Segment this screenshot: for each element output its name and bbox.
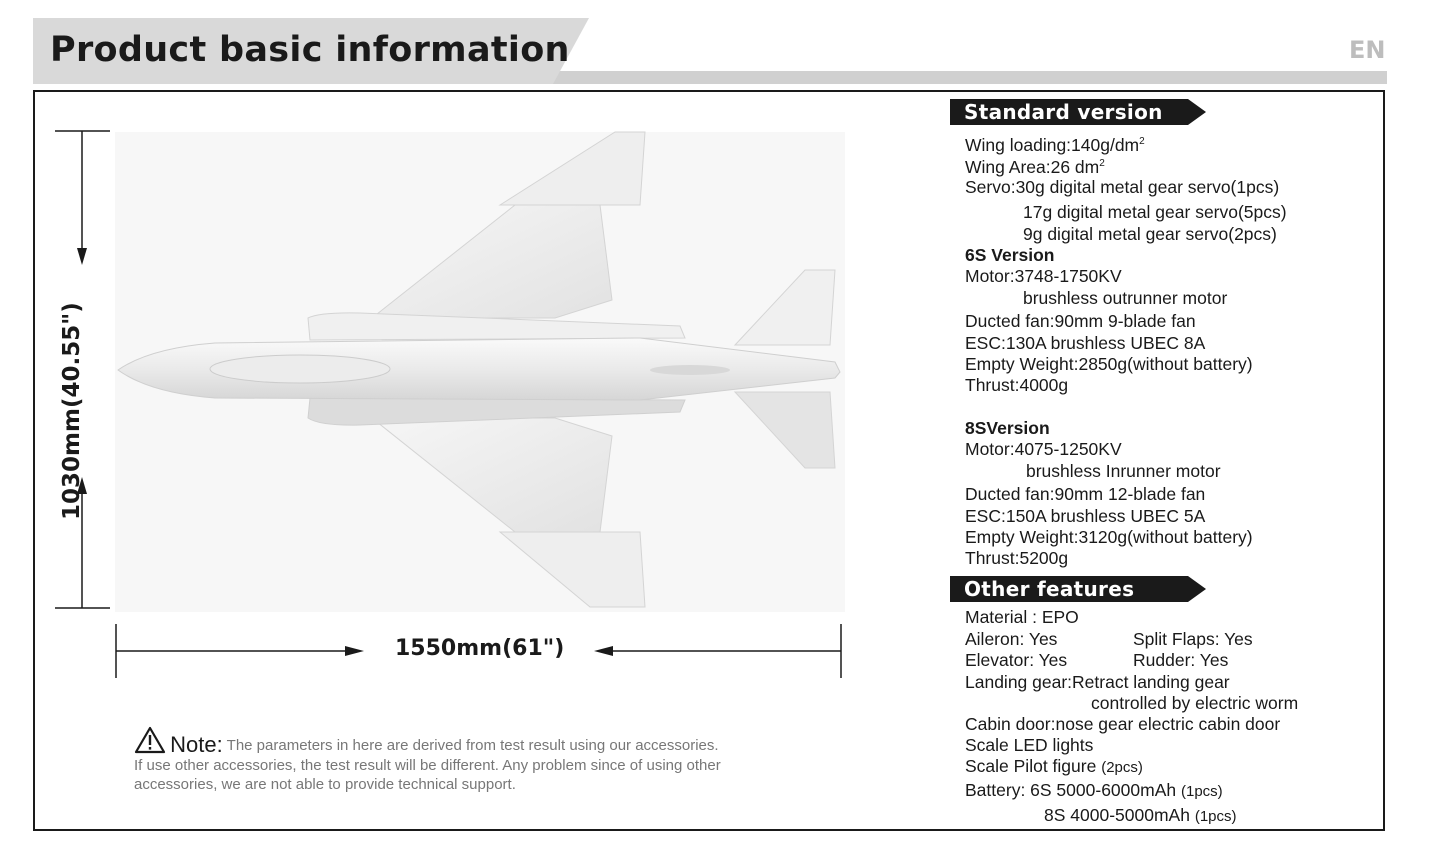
- 8s-version-title: 8SVersion: [965, 418, 1050, 438]
- 8s-motor: Motor:4075-1250KV: [965, 439, 1122, 459]
- servo-2: 17g digital metal gear servo(5pcs): [1023, 202, 1287, 222]
- 6s-version-title: 6S Version: [965, 245, 1055, 265]
- landing-gear-detail: controlled by electric worm: [1091, 693, 1299, 713]
- exhaust: [650, 365, 730, 375]
- 8s-esc: ESC:150A brushless UBEC 5A: [965, 506, 1206, 526]
- note-heading: Note:: [170, 732, 223, 757]
- 8s-ducted-fan: Ducted fan:90mm 12-blade fan: [965, 484, 1206, 504]
- 6s-esc: ESC:130A brushless UBEC 8A: [965, 333, 1206, 353]
- led-lights: Scale LED lights: [965, 735, 1094, 755]
- 8s-motor-type: brushless Inrunner motor: [1026, 461, 1221, 481]
- 6s-motor-type: brushless outrunner motor: [1023, 288, 1228, 308]
- 6s-thrust: Thrust:4000g: [965, 375, 1069, 395]
- width-dimension-label: 1550mm(61"): [395, 636, 565, 661]
- cabin-door: Cabin door:nose gear electric cabin door: [965, 714, 1281, 734]
- note-text: The parameters in here are derived from test result using our accessories.: [226, 737, 719, 754]
- split-flaps: Split Flaps: Yes: [1133, 629, 1253, 649]
- airplane-drawing: [45, 120, 865, 680]
- 8s-empty-weight: Empty Weight:3120g(without battery): [965, 527, 1253, 547]
- page-title: Product basic information: [50, 30, 570, 70]
- aileron: Aileron: Yes: [965, 629, 1058, 649]
- 6s-empty-weight: Empty Weight:2850g(without battery): [965, 354, 1253, 374]
- warning-icon: [134, 726, 166, 754]
- battery-8s: 8S 4000-5000mAh (1pcs): [1044, 805, 1237, 825]
- rudder: Rudder: Yes: [1133, 650, 1229, 670]
- note-block: [134, 726, 854, 795]
- note-line-2: If use other accessories, the test result will be different. Any problem since of using other: [134, 756, 721, 774]
- height-dimension-label: 1030mm(40.55"): [59, 302, 85, 520]
- elevator: Elevator: Yes: [965, 650, 1068, 670]
- other-features-title: Other features: [964, 577, 1135, 601]
- canopy: [210, 355, 390, 383]
- pilot-figure: Scale Pilot figure (2pcs): [965, 756, 1143, 776]
- language-label: EN: [1349, 36, 1386, 64]
- standard-version-title: Standard version: [964, 100, 1163, 124]
- 8s-thrust: Thrust:5200g: [965, 548, 1069, 568]
- material: Material : EPO: [965, 607, 1079, 627]
- wing-area: Wing Area:26 $dm^2$: [965, 157, 1105, 177]
- battery-6s: Battery: 6S 5000-6000mAh (1pcs): [965, 780, 1223, 800]
- 6s-motor: Motor:3748-1750KV: [965, 266, 1122, 286]
- servo-3: 9g digital metal gear servo(2pcs): [1023, 224, 1277, 244]
- wing-loading: Wing $loading:140g/dm^2$: [965, 135, 1145, 155]
- 6s-ducted-fan: Ducted fan:90mm 9-blade fan: [965, 311, 1196, 331]
- note-line-3: accessories, we are not able to provide technical support.: [134, 776, 516, 793]
- servo-1: Servo:30g digital metal gear servo(1pcs): [965, 177, 1280, 197]
- landing-gear: Landing gear:Retract landing gear: [965, 672, 1230, 692]
